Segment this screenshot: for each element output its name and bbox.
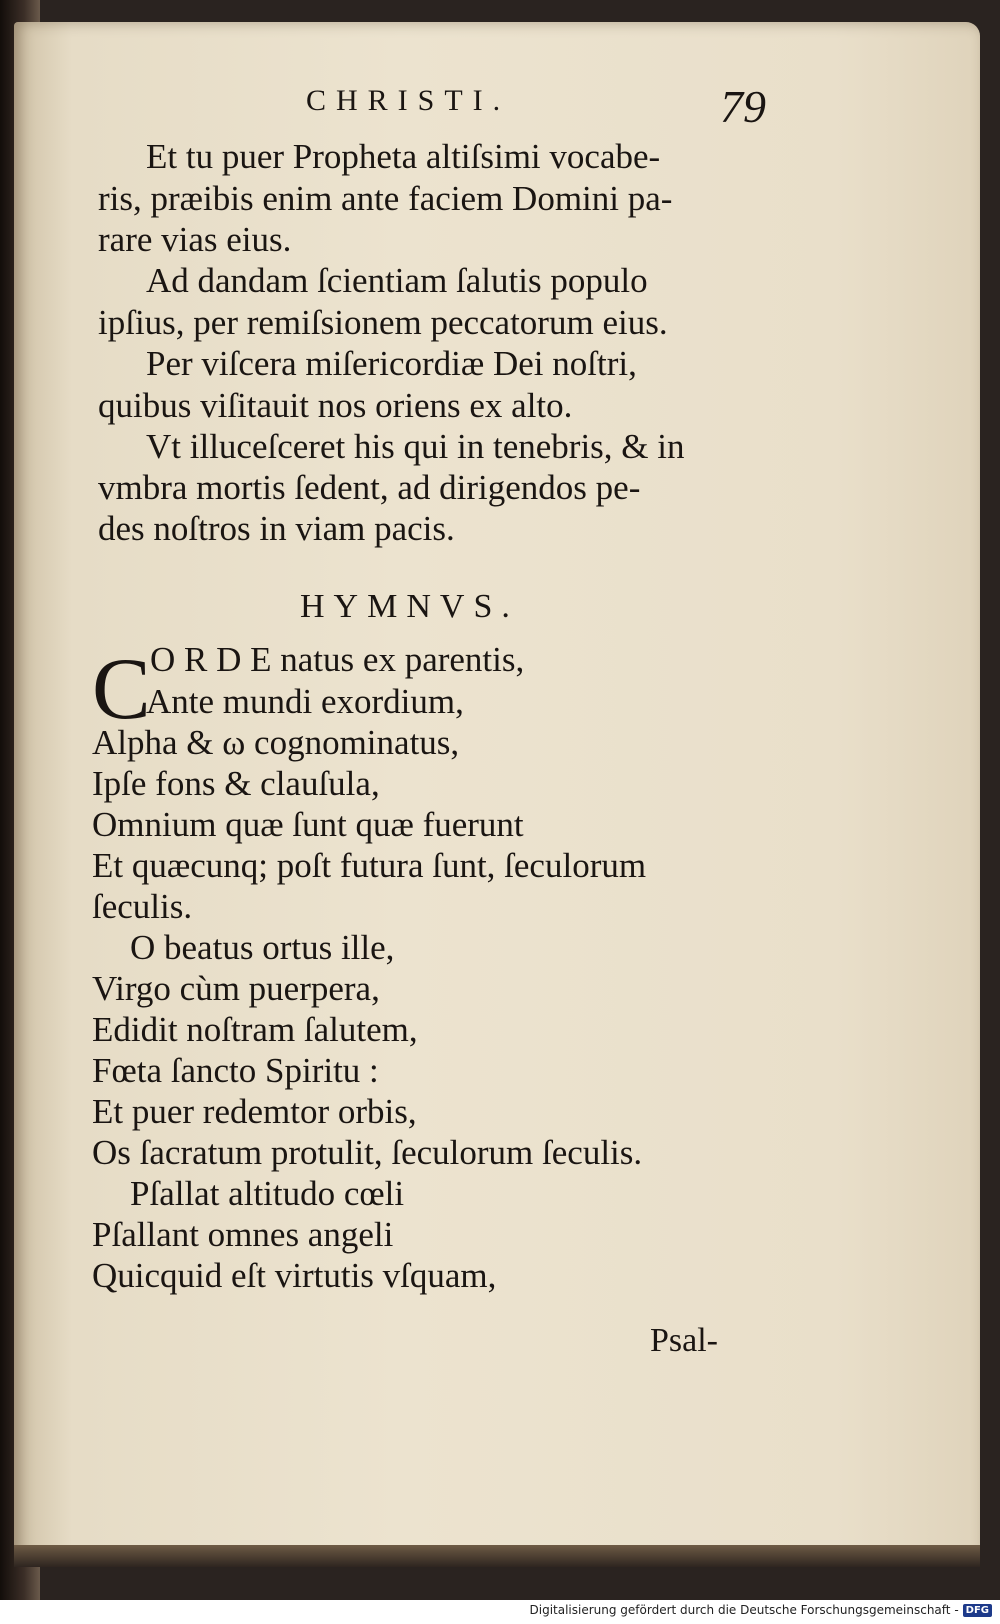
- digitization-credit: [530, 1603, 993, 1617]
- hymn-title: HYMNVS.: [300, 588, 519, 625]
- canticle-line: quibus viſitauit nos oriens ex alto.: [98, 386, 573, 425]
- canticle-line: ris, præibis enim ante faciem Domini pa-: [98, 179, 673, 218]
- hymn-line: Pſallat altitudo cœli: [130, 1174, 405, 1213]
- credit-text: Digitalisierung gefördert durch die Deutsche Forschungsgemeinschaft -: [529, 1603, 959, 1617]
- hymn-line: Virgo cùm puerpera,: [92, 969, 380, 1008]
- hymn-line: ſeculis.: [92, 887, 193, 926]
- hymn-line: Quicquid eſt virtutis vſquam,: [92, 1256, 497, 1295]
- canticle-line: Vt illuceſceret his qui in tenebris, & in: [146, 427, 685, 466]
- canticle-line: des noſtros in viam pacis.: [98, 509, 455, 548]
- canticle-line: Ad dandam ſcientiam ſalutis populo: [146, 261, 648, 300]
- dfg-logo-icon: DFG: [963, 1604, 992, 1617]
- hymn-line: Et quæcunq; poſt futura ſunt, ſeculorum: [92, 846, 647, 885]
- canticle-line: rare vias eius.: [98, 220, 292, 259]
- catchword: Psal-: [650, 1322, 718, 1359]
- canticle-line: vmbra mortis ſedent, ad dirigendos pe-: [98, 468, 641, 507]
- page-number: 79: [720, 81, 766, 132]
- hymn-line: Omnium quæ ſunt quæ fuerunt: [92, 805, 524, 844]
- page-edge: [14, 1545, 980, 1567]
- hymn-line: Ante mundi exordium,: [146, 682, 464, 721]
- footer-bar: [0, 1600, 1000, 1624]
- hymn-line: Edidit noſtram ſalutem,: [92, 1010, 418, 1049]
- hymn-line: Os ſacratum protulit, ſeculorum ſeculis.: [92, 1133, 643, 1172]
- hymn-line: Et puer redemtor orbis,: [92, 1092, 417, 1131]
- hymn-line: Ipſe fons & clauſula,: [92, 764, 380, 803]
- hymn-line: Alpha & ω cognominatus,: [92, 723, 460, 762]
- running-head: CHRISTI.: [306, 84, 511, 117]
- canticle-line: Et tu puer Propheta altiſsimi vocabe-: [146, 137, 661, 176]
- hymn-line: O R D E natus ex parentis,: [150, 640, 525, 679]
- hymn-line: Pſallant omnes angeli: [92, 1215, 394, 1254]
- hymn-line: Fœta ſancto Spiritu :: [92, 1051, 379, 1090]
- canticle-line: ipſius, per remiſsionem peccatorum eius.: [98, 303, 668, 342]
- canticle-line: Per viſcera miſericordiæ Dei noſtri,: [146, 344, 637, 383]
- hymn-line: O beatus ortus ille,: [130, 928, 395, 967]
- drop-cap: C: [92, 641, 151, 738]
